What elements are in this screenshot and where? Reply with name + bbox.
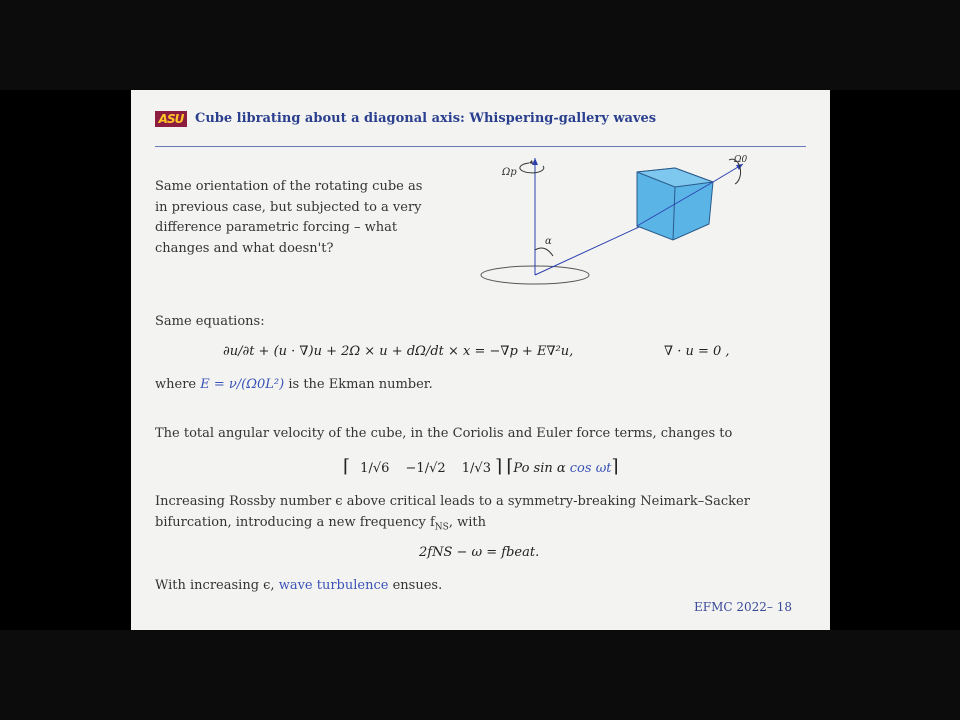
intro-text: Same orientation of the rotating cube as in previous case, but subjected to a very difference parametric forcing – what changes and what doesn't?	[155, 179, 423, 256]
beat-frequency-equation: 2fNS − ω = fbeat.	[419, 545, 540, 560]
continuity-equation: ∇ · u = 0 ,	[664, 344, 730, 359]
angular-velocity-matrix: ⌈ 1/√6 −1/√2 1/√3 ⌉ ⌈Po sin α cos ωt⌉	[343, 456, 619, 477]
forcing-term-cos: cos ωt	[569, 461, 612, 476]
ekman-prefix: where	[155, 377, 197, 392]
slide-title: Cube librating about a diagonal axis: Whispering-gallery waves	[195, 111, 657, 126]
ekman-definition: E = ν/(Ω0L²)	[200, 377, 285, 392]
rossby-text-line-2: bifurcation, introducing a new frequency $f_{NS}$, with	[155, 514, 486, 533]
ns-subscript: NS	[434, 522, 449, 533]
wave-turbulence-link[interactable]: wave turbulence	[278, 578, 389, 593]
ekman-suffix: is the Ekman number.	[288, 377, 433, 392]
matrix-entry-3: 1/√3	[461, 461, 491, 476]
rossby-text	[155, 492, 750, 538]
forcing-term: Po sin α	[513, 461, 566, 476]
navier-stokes-equation: ∂u/∂t + (u · ∇)u + 2Ω × u + dΩ/dt × x = −∇p + E∇²u,	[223, 344, 574, 359]
omega-p-label: Ωp	[502, 167, 517, 178]
rossby-text-line-1: Increasing Rossby number ϵ above critical leads to a symmetry-breaking Neimark–Sacker	[155, 494, 750, 509]
bottom-letterbox	[0, 630, 960, 720]
rotating-cube-figure	[471, 150, 771, 295]
alpha-label: α	[545, 236, 552, 247]
slide-header	[155, 110, 805, 130]
angular-velocity-text: The total angular velocity of the cube, in the Coriolis and Euler force terms, changes to	[155, 426, 733, 441]
ekman-line	[155, 375, 433, 396]
equations-heading: Same equations:	[155, 314, 265, 329]
slide-footer: EFMC 2022– 18	[694, 600, 792, 614]
omega-0-label: Ω0	[734, 155, 748, 165]
faded-text	[155, 131, 495, 141]
matrix-entry-2: −1/√2	[405, 461, 446, 476]
asu-logo: ASU	[155, 111, 187, 127]
top-letterbox	[0, 0, 960, 90]
turbulence-line: With increasing ϵ, wave turbulence ensues.	[155, 578, 443, 593]
matrix-entry-1: 1/√6	[360, 461, 390, 476]
slide	[131, 90, 830, 630]
title-rule	[155, 146, 806, 147]
